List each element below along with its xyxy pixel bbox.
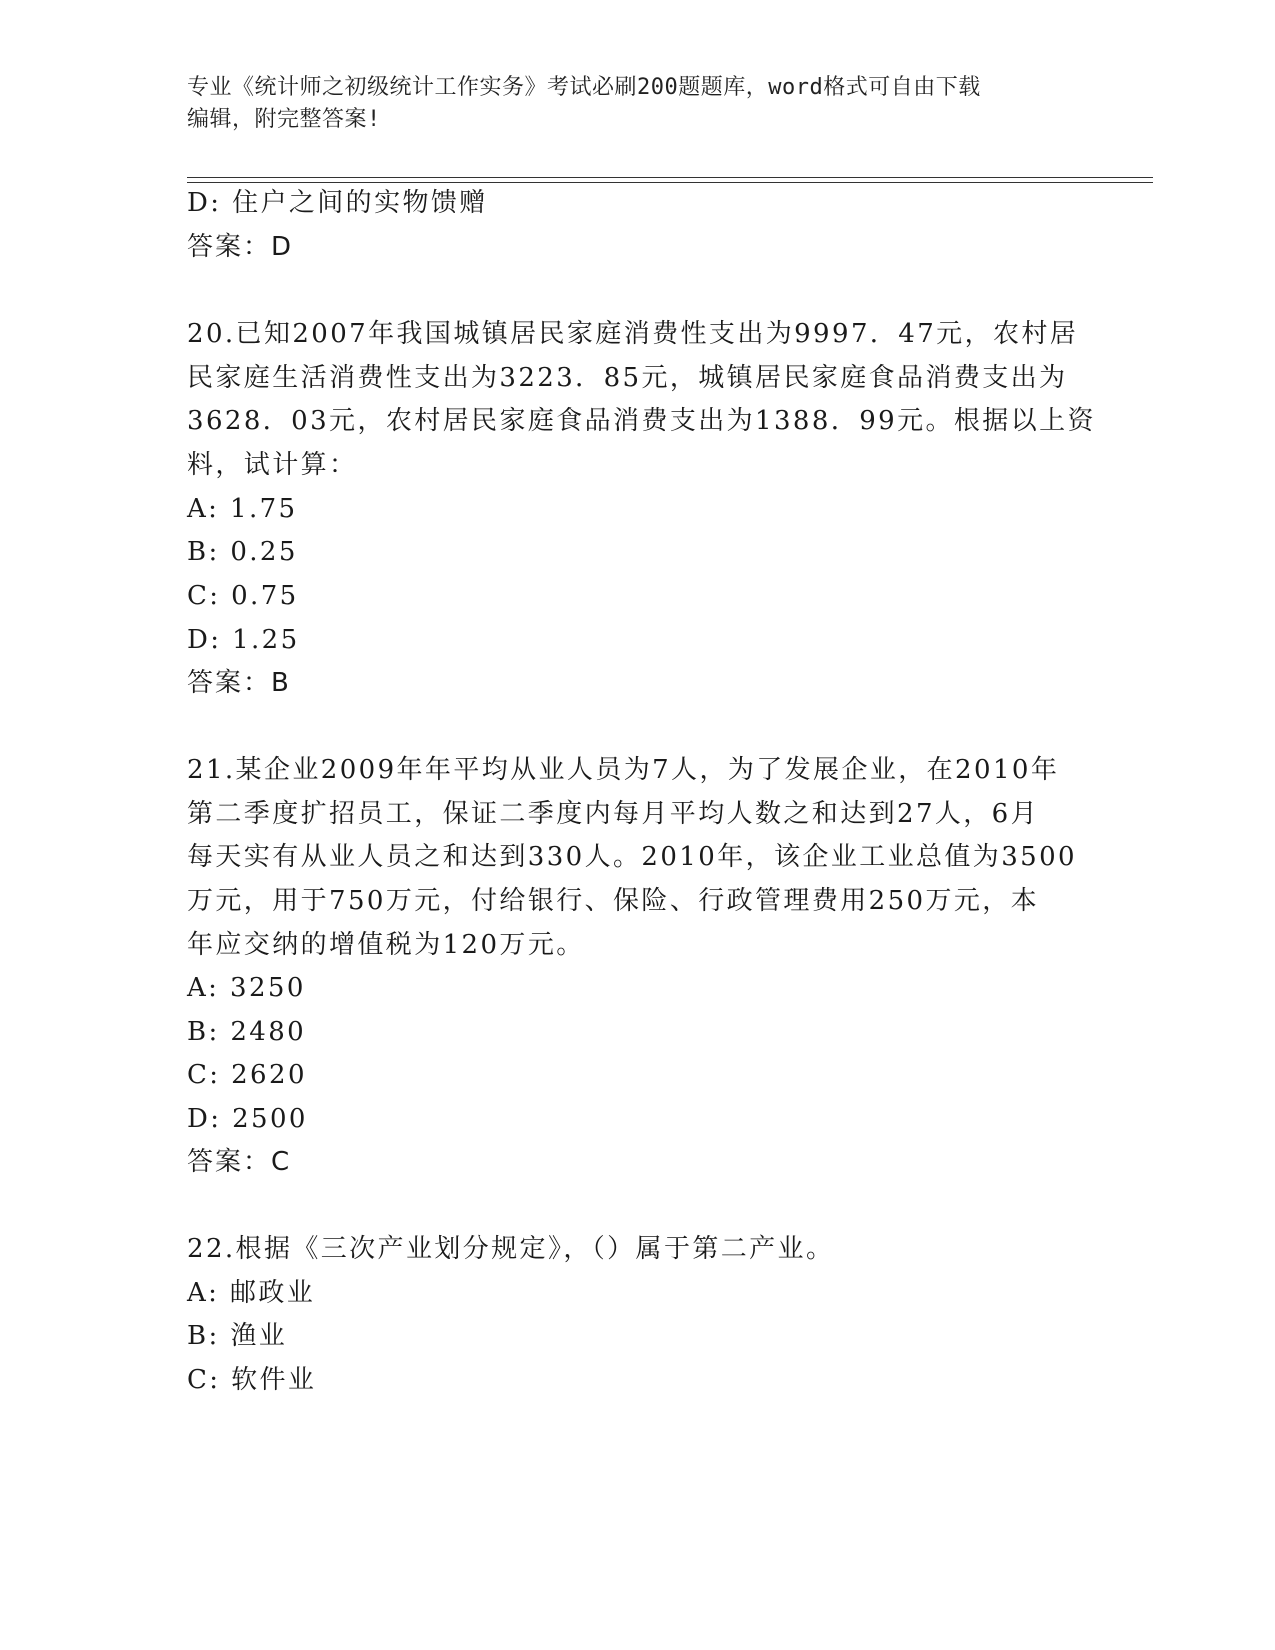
question-21-text-line-4: 万元，用于750万元，付给银行、保险、行政管理费用250万元，本 — [187, 886, 1040, 916]
question-21-option-b: B: 2480 — [187, 1017, 307, 1047]
question-21-option-d: D: 2500 — [187, 1104, 308, 1134]
question-21-text-line-3: 每天实有从业人员之和达到330人。2010年，该企业工业总值为3500 — [187, 842, 1077, 872]
question-22-option-a: A: 邮政业 — [187, 1278, 316, 1308]
question-20-option-c: C: 0.75 — [187, 581, 299, 611]
question-20-option-b: B: 0.25 — [187, 537, 298, 567]
question-22-text-line-1: 22.根据《三次产业划分规定》，（）属于第二产业。 — [187, 1234, 835, 1264]
question-22-option-c: C: 软件业 — [187, 1365, 317, 1395]
question-21-option-c: C: 2620 — [187, 1060, 307, 1090]
answer-line: 答案：D — [187, 232, 294, 262]
header-divider-top — [187, 177, 1153, 178]
question-20-text-line-3: 3628．03元，农村居民家庭食品消费支出为1388．99元。根据以上资 — [187, 406, 1096, 436]
question-20-text-line-2: 民家庭生活消费性支出为3223．85元，城镇居民家庭食品消费支出为 — [187, 363, 1068, 393]
question-22-option-b: B: 渔业 — [187, 1321, 288, 1351]
question-20-answer: 答案：B — [187, 668, 291, 698]
question-21-option-a: A: 3250 — [187, 973, 306, 1003]
question-20-text-line-1: 20.已知2007年我国城镇居民家庭消费性支出为9997．47元，农村居 — [187, 319, 1079, 349]
header-divider-bottom — [187, 182, 1153, 183]
question-21-text-line-5: 年应交纳的增值税为120万元。 — [187, 930, 585, 960]
document-header — [187, 72, 1067, 136]
option-d: D: 住户之间的实物馈赠 — [187, 188, 488, 218]
header-line-1: 专业《统计师之初级统计工作实务》考试必刷200题题库，word格式可自由下载 — [187, 75, 981, 100]
question-20-text-line-4: 料，试计算： — [187, 450, 358, 480]
question-21-text-line-2: 第二季度扩招员工，保证二季度内每月平均人数之和达到27人，6月 — [187, 799, 1040, 829]
header-line-2: 编辑，附完整答案! — [187, 107, 381, 132]
question-20-option-a: A: 1.75 — [187, 494, 298, 524]
question-21-answer: 答案：C — [187, 1147, 292, 1177]
question-20-option-d: D: 1.25 — [187, 625, 300, 655]
question-21-text-line-1: 21.某企业2009年年平均从业人员为7人，为了发展企业，在2010年 — [187, 755, 1060, 785]
